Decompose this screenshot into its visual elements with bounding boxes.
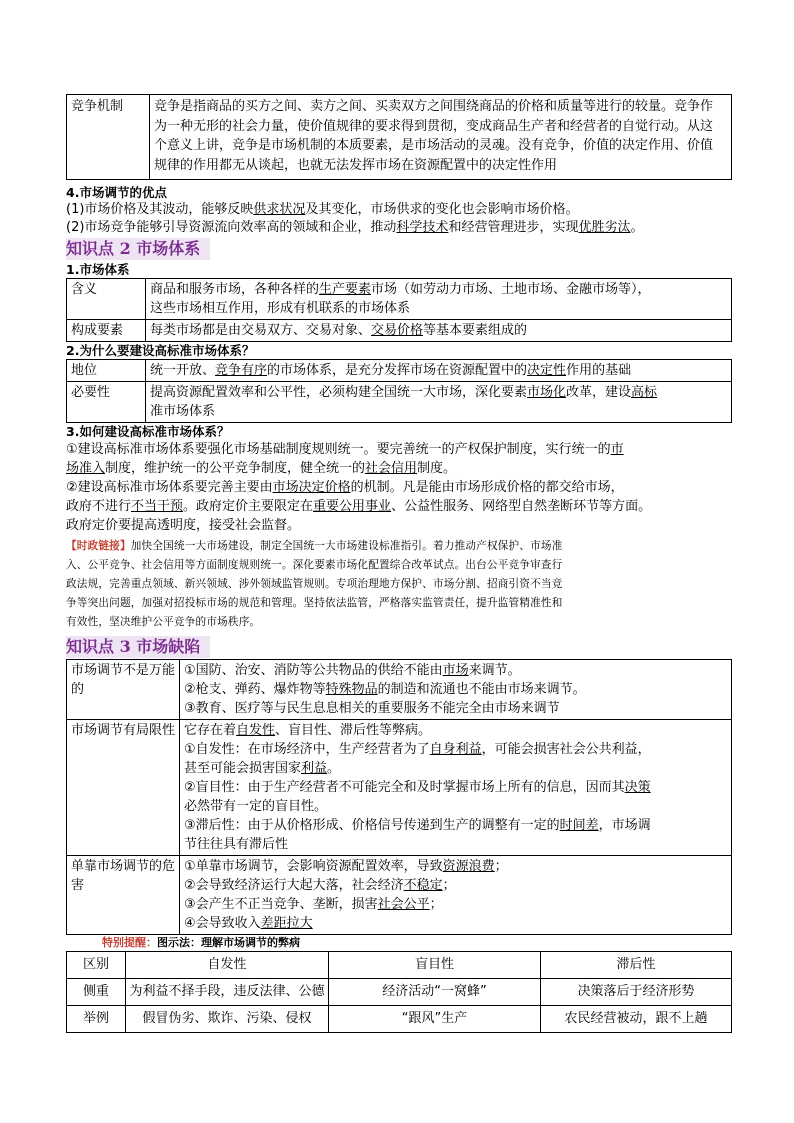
- row-label: 市场调节不是万能的: [67, 660, 180, 720]
- row-label: 必要性: [67, 382, 146, 423]
- knowledge-point-3-title: 知识点 3 市场缺陷: [66, 636, 210, 658]
- document-page: [66, 94, 732, 1033]
- table-cell: 农民经营被动，跟不上趟: [541, 1006, 732, 1033]
- row-label: 地位: [67, 360, 146, 382]
- section-title: 2.为什么要建设高标准市场体系？: [66, 343, 255, 358]
- text-line: 个意义上讲，竞争是市场机制的本质要素，是市场活动的灵魂。没有竞争，价值的决定作用、价值: [154, 138, 714, 153]
- section-advantages: [66, 184, 732, 237]
- header-cell: 自发性: [126, 952, 329, 979]
- header-cell: 滞后性: [541, 952, 732, 979]
- competition-table: [66, 94, 732, 180]
- comparison-table: [66, 951, 732, 1033]
- row-label: 竞争机制: [67, 95, 150, 180]
- section-title: 3.如何建设高标准市场体系？: [66, 424, 230, 439]
- text-line: 竞争是指商品的买方之间、卖方之间、买卖双方之间围绕商品的价格和质量等进行的较量。竞争作: [154, 99, 714, 114]
- knowledge-point-2-title: 知识点 2 市场体系: [66, 238, 210, 260]
- table-cell: 侧重: [67, 979, 126, 1006]
- row-content: 商品和服务市场，各种各样的生产要素市场（如劳动力市场、土地市场、金融市场等）， 这些市场相互作用，形成有机联系的市场体系: [146, 279, 732, 320]
- special-reminder: 特别提醒：图示法：理解市场调节的弊病: [102, 936, 300, 949]
- table-cell: 决策落后于经济形势: [541, 979, 732, 1006]
- text-line: 为一种无形的社会力量，使价值规律的要求得到贯彻，变成商品生产者和经营者的自觉行动。从这: [154, 118, 714, 134]
- row-content: [150, 95, 732, 180]
- market-defects-table: [66, 659, 732, 935]
- row-label: 单靠市场调节的危害: [67, 856, 180, 935]
- market-system-table: [66, 278, 732, 342]
- table-cell: 假冒伪劣、欺诈、污染、侵权: [126, 1006, 329, 1033]
- table-cell: 举例: [67, 1006, 126, 1033]
- text-line: (2)市场竞争能够引导资源流向效率高的领域和企业，推动科学技术和经营管理进步，实现优胜劣汰。: [66, 220, 644, 235]
- row-content: ①单靠市场调节，会影响资源配置效率，导致资源浪费； ②会导致经济运行大起大落，社会经济不稳定； ③会产生不正当竞争、垄断，损害社会公平； ④会导致收入差距拉大: [180, 856, 732, 935]
- row-content: 每类市场都是由交易双方、交易对象、交易价格等基本要素组成的: [146, 320, 732, 342]
- section-title: 4.市场调节的优点: [66, 185, 167, 200]
- text-line: (1)市场价格及其波动，能够反映供求状况及其变化，市场供求的变化也会影响市场价格。: [66, 202, 579, 217]
- table-cell: 经济活动“一窝蜂”: [329, 979, 541, 1006]
- row-content: 统一开放、竞争有序的市场体系，是充分发挥市场在资源配置中的决定性作用的基础: [146, 360, 732, 382]
- row-label: 构成要素: [67, 320, 146, 342]
- why-build-table: [66, 359, 732, 423]
- row-label: 含义: [67, 279, 146, 320]
- row-label: 市场调节有局限性: [67, 720, 180, 856]
- text-line: 规律的作用都无从谈起，也就无法发挥市场在资源配置中的决定性作用: [154, 157, 558, 173]
- row-content: 它存在着自发性、盲目性、滞后性等弊病。 ①自发性：在市场经济中，生产经营者为了自身利益，可能会损害社会公共利益， 甚至可能会损害国家利益。 ②盲目性：由于生产经营者不可能完全和及时掌握市场上所有的信息，因而其决策 必然带有一定的盲目性。 ③滞后性：由于从价格形成、价格信号传递到生产的调整有一定的时间差，市场调 节往往具有滞后性: [180, 720, 732, 856]
- row-content: ①国防、治安、消防等公共物品的供给不能由市场来调节。 ②枪支、弹药、爆炸物等特殊物品的制造和流通也不能由市场来调节。 ③教育、医疗等与民生息息相关的重要服务不能完全由市场来调节: [180, 660, 732, 720]
- section-title: 1.市场体系: [66, 262, 130, 277]
- table-cell: 为利益不择手段，违反法律、公德: [126, 979, 329, 1006]
- header-cell: 盲目性: [329, 952, 541, 979]
- section-how-build: 3.如何建设高标准市场体系？ ①建设高标准市场体系要强化市场基础制度规则统一。要完善统一的产权保护制度，实行统一的市 场准入制度，维护统一的公平竞争制度，健全统一的社会信用制度。 ②建设高标准市场体系要完善主要由市场决定价格的机制。凡是能由市场形成价格的都交给市场， 政府不进行不当干预。政府定价主要限定在重要公用事业、公益性服务、网络型自然垄断环节等方面。 政府定价要提高透明度，接受社会监督。: [66, 423, 732, 535]
- table-cell: “跟风”生产: [329, 1006, 541, 1033]
- row-content: 提高资源配置效率和公平性，必须构建全国统一大市场，深化要素市场化改革，建设高标 准市场体系: [146, 382, 732, 423]
- header-cell: 区别: [67, 952, 126, 979]
- current-affairs-link: 【时政链接】加快全国统一大市场建设，制定全国统一大市场建设标准指引。着力推动产权保护、市场准 入、公平竞争、社会信用等方面制度规则统一。深化要素市场化配置综合改革试点。出台公平竞争审查行 政法规，完善重点领域、新兴领域、涉外领域监管规则。专项治理地方保护、市场分割、招商引资不当竞 争等突出问题，加强对招投标市场的规范和管理。坚持依法监管，严格落实监管责任，提升监管精准性和 有效性，坚决维护公平竞争的市场秩序。: [66, 540, 563, 628]
